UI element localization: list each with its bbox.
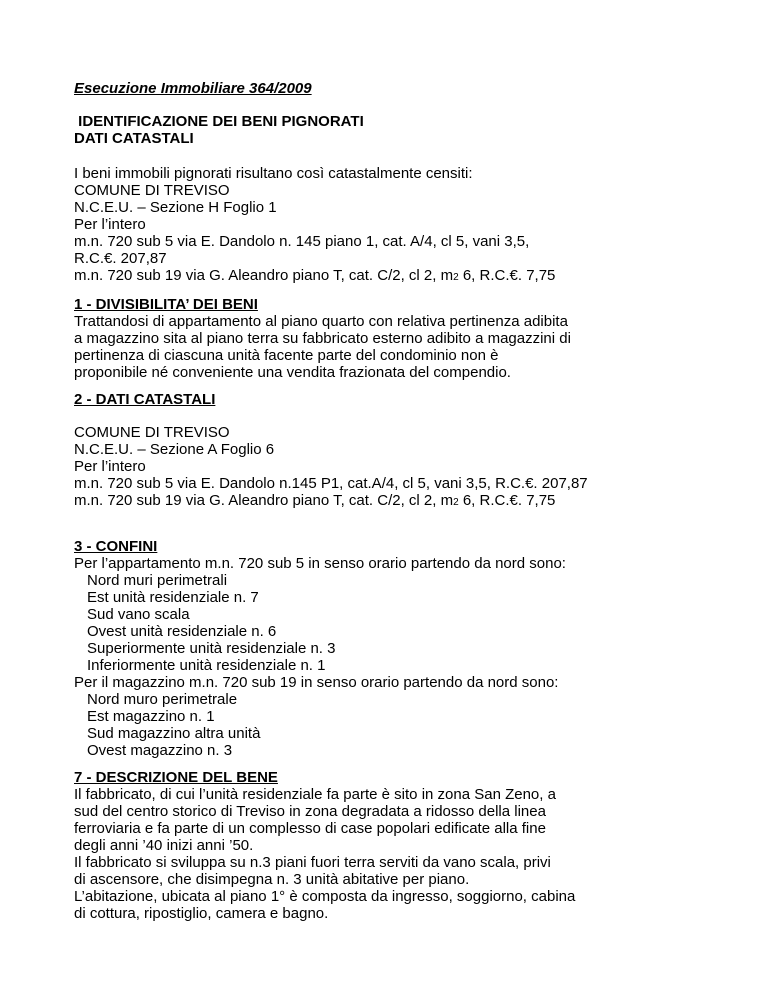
heading-line-1: IDENTIFICAZIONE DEI BENI PIGNORATI bbox=[74, 113, 364, 130]
section-7-title: 7 - DESCRIZIONE DEL BENE bbox=[74, 769, 278, 786]
section-1-line: a magazzino sita al piano terra su fabbricato esterno adibito a magazzini di bbox=[74, 330, 571, 347]
section-1-line: Trattandosi di appartamento al piano quarto con relativa pertinenza adibita bbox=[74, 313, 568, 330]
heading-line-2: DATI CATASTALI bbox=[74, 130, 194, 147]
apartment-boundaries-intro: Per l’appartamento m.n. 720 sub 5 in senso orario partendo da nord sono: bbox=[74, 555, 566, 572]
section-2-line: N.C.E.U. – Sezione A Foglio 6 bbox=[74, 441, 275, 458]
intro-line: R.C.€. 207,87 bbox=[74, 250, 167, 267]
storage-boundaries-intro: Per il magazzino m.n. 720 sub 19 in senso orario partendo da nord sono: bbox=[74, 674, 559, 691]
section-7 bbox=[74, 769, 734, 922]
section-7-line: di ascensore, che disimpegna n. 3 unità abitative per piano. bbox=[74, 871, 470, 888]
section-2-line bbox=[74, 492, 734, 511]
boundary-item: Ovest unità residenziale n. 6 bbox=[87, 623, 277, 640]
boundary-item: Sud magazzino altra unità bbox=[87, 725, 261, 742]
unit-subscript: 2 bbox=[453, 497, 459, 508]
intro-block bbox=[74, 165, 734, 286]
section-7-line: L’abitazione, ubicata al piano 1° è composta da ingresso, soggiorno, cabina bbox=[74, 888, 576, 905]
text-part: m.n. 720 sub 19 via G. Aleandro piano T, cat. C/2, cl 2, m bbox=[74, 492, 454, 509]
section-3-title: 3 - CONFINI bbox=[74, 538, 158, 555]
section-1-title: 1 - DIVISIBILITA’ DEI BENI bbox=[74, 296, 258, 313]
section-7-line: sud del centro storico di Treviso in zona degradata a ridosso della linea bbox=[74, 803, 546, 820]
text-part: m.n. 720 sub 19 via G. Aleandro piano T, cat. C/2, cl 2, m bbox=[74, 267, 454, 284]
section-1-line: proponibile né conveniente una vendita frazionata del compendio. bbox=[74, 364, 511, 381]
document-page bbox=[74, 80, 734, 922]
section-2-line: Per l’intero bbox=[74, 458, 146, 475]
section-1 bbox=[74, 296, 734, 381]
section-7-line: di cottura, ripostiglio, camera e bagno. bbox=[74, 905, 329, 922]
boundary-item: Est unità residenziale n. 7 bbox=[87, 589, 259, 606]
section-2-title: 2 - DATI CATASTALI bbox=[74, 391, 216, 408]
boundary-item: Nord muri perimetrali bbox=[87, 572, 228, 589]
intro-line: Per l’intero bbox=[74, 216, 146, 233]
boundary-item: Inferiormente unità residenziale n. 1 bbox=[87, 657, 326, 674]
boundary-item: Superiormente unità residenziale n. 3 bbox=[87, 640, 336, 657]
section-7-line: Il fabbricato, di cui l’unità residenziale fa parte è sito in zona San Zeno, a bbox=[74, 786, 556, 803]
boundary-item: Nord muro perimetrale bbox=[87, 691, 238, 708]
identification-heading bbox=[74, 113, 734, 147]
section-7-line: Il fabbricato si sviluppa su n.3 piani fuori terra serviti da vano scala, privi bbox=[74, 854, 551, 871]
text-part: 6, R.C.€. 7,75 bbox=[458, 492, 556, 509]
section-2-line: m.n. 720 sub 5 via E. Dandolo n.145 P1, cat.A/4, cl 5, vani 3,5, R.C.€. 207,87 bbox=[74, 475, 588, 492]
section-3 bbox=[74, 538, 734, 759]
document-title: Esecuzione Immobiliare 364/2009 bbox=[74, 80, 312, 97]
text-part: 6, R.C.€. 7,75 bbox=[458, 267, 556, 284]
section-2-line: COMUNE DI TREVISO bbox=[74, 424, 230, 441]
section-2 bbox=[74, 391, 734, 511]
boundary-item: Sud vano scala bbox=[87, 606, 190, 623]
intro-line: I beni immobili pignorati risultano così catastalmente censiti: bbox=[74, 165, 473, 182]
intro-line: COMUNE DI TREVISO bbox=[74, 182, 230, 199]
boundary-item: Est magazzino n. 1 bbox=[87, 708, 215, 725]
boundary-item: Ovest magazzino n. 3 bbox=[87, 742, 233, 759]
intro-line: m.n. 720 sub 5 via E. Dandolo n. 145 piano 1, cat. A/4, cl 5, vani 3,5, bbox=[74, 233, 530, 250]
intro-line bbox=[74, 267, 734, 286]
section-7-line: ferroviaria e fa parte di un complesso di case popolari edificate alla fine bbox=[74, 820, 546, 837]
section-7-line: degli anni ’40 inizi anni ’50. bbox=[74, 837, 254, 854]
section-1-line: pertinenza di ciascuna unità facente parte del condominio non è bbox=[74, 347, 499, 364]
intro-line: N.C.E.U. – Sezione H Foglio 1 bbox=[74, 199, 277, 216]
unit-subscript: 2 bbox=[453, 272, 459, 283]
